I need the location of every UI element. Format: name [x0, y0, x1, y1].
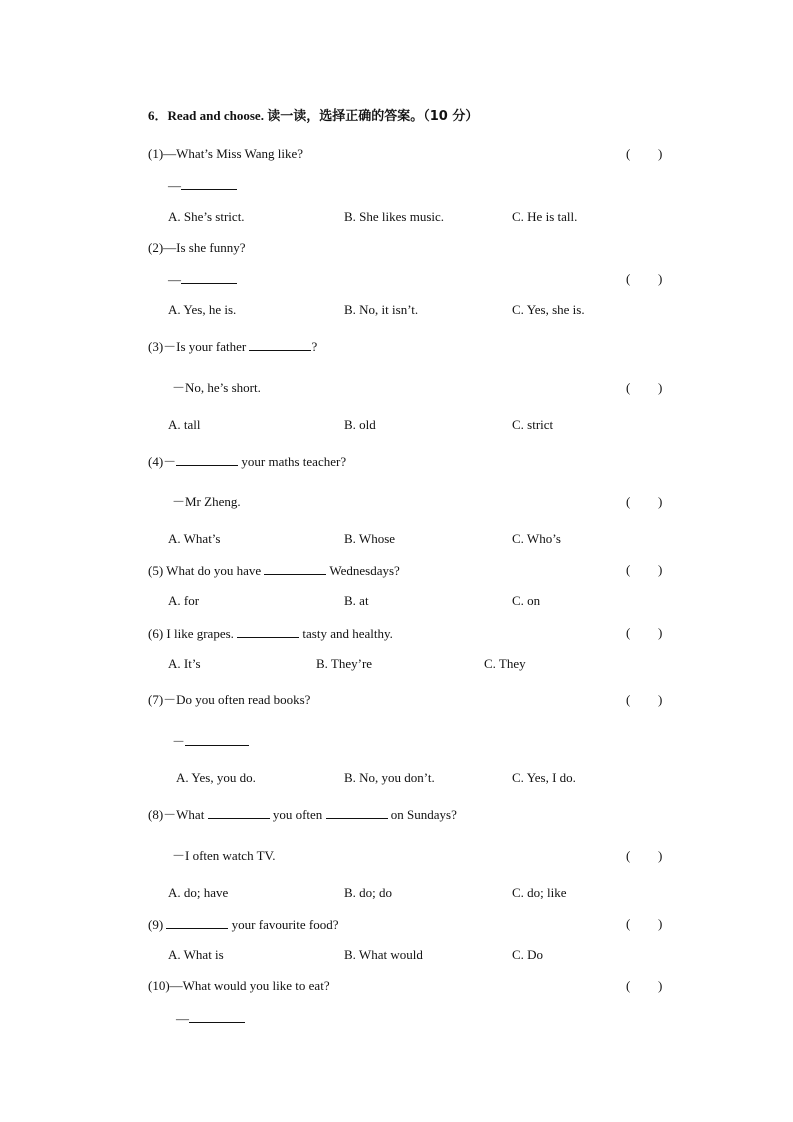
question-7-answer: －	[172, 733, 249, 750]
question-2-option-a: A. Yes, he is.	[168, 302, 237, 317]
question-4-answer-box[interactable]: ( )	[626, 494, 663, 509]
question-3-option-a: A. tall	[168, 417, 201, 432]
question-2-answer: —	[168, 271, 237, 288]
question-5-answer-box[interactable]: ( )	[626, 562, 663, 577]
question-4-option-b: B. Whose	[344, 531, 396, 546]
question-6-option-b: B. They’re	[316, 656, 373, 671]
question-8-option-b: B. do; do	[344, 885, 393, 900]
question-8-reply: －I often watch TV.	[172, 848, 276, 863]
question-5-stem: (5) What do you have Wednesdays?	[148, 563, 400, 578]
question-1-stem: (1)—What’s Miss Wang like?	[148, 146, 304, 161]
question-4-option-a: A. What’s	[168, 531, 221, 546]
question-5-option-c: C. on	[512, 593, 541, 608]
question-5-option-a: A. for	[168, 593, 200, 608]
question-9-option-c: C. Do	[512, 947, 544, 962]
question-10-answer: —	[176, 1010, 245, 1027]
question-7-option-a: A. Yes, you do.	[176, 770, 256, 785]
question-1-option-a: A. She’s strict.	[168, 209, 245, 224]
question-9-option-a: A. What is	[168, 947, 224, 962]
question-9-stem: (9) your favourite food?	[148, 917, 339, 932]
question-3-answer-box[interactable]: ( )	[626, 380, 663, 395]
question-3-option-b: B. old	[344, 417, 376, 432]
question-10-answer-box[interactable]: ( )	[626, 978, 663, 993]
question-4-option-c: C. Who’s	[512, 531, 561, 546]
section-title	[148, 108, 478, 125]
question-8-stem: (8)－What you often on Sundays?	[148, 807, 457, 822]
question-4-reply: －Mr Zheng.	[172, 494, 241, 509]
section-number: 6．	[148, 108, 168, 123]
question-2-answer-box[interactable]: ( )	[626, 271, 663, 286]
question-1-option-c: C. He is tall.	[512, 209, 578, 224]
question-3-option-c: C. strict	[512, 417, 554, 432]
question-1-answer: —	[168, 177, 237, 194]
question-7-answer-box[interactable]: ( )	[626, 692, 663, 707]
question-2-stem: (2)—Is she funny?	[148, 240, 246, 255]
question-8-option-a: A. do; have	[168, 885, 229, 900]
question-2-option-c: C. Yes, she is.	[512, 302, 585, 317]
question-2-option-b: B. No, it isn’t.	[344, 302, 419, 317]
answer-blank[interactable]	[181, 271, 237, 284]
question-6-option-c: C. They	[484, 656, 526, 671]
stem-blank[interactable]	[237, 625, 299, 638]
answer-blank[interactable]	[185, 733, 249, 746]
answer-blank[interactable]	[189, 1010, 245, 1023]
question-9-answer-box[interactable]: ( )	[626, 916, 663, 931]
answer-blank[interactable]	[181, 177, 237, 190]
stem-blank[interactable]	[166, 916, 228, 929]
question-8-option-c: C. do; like	[512, 885, 567, 900]
question-3-stem: (3)－Is your father ?	[148, 339, 318, 354]
section-score: （10 分）	[423, 109, 479, 124]
question-3-reply: －No, he’s short.	[172, 380, 261, 395]
section-title-cn: 读一读，选择正确的答案。	[267, 109, 424, 124]
question-1-answer-box[interactable]: ( )	[626, 146, 663, 161]
question-8-answer-box[interactable]: ( )	[626, 848, 663, 863]
stem-blank-2[interactable]	[326, 806, 388, 819]
stem-blank[interactable]	[264, 562, 326, 575]
question-9-option-b: B. What would	[344, 947, 423, 962]
question-7-option-c: C. Yes, I do.	[512, 770, 576, 785]
question-5-option-b: B. at	[344, 593, 369, 608]
question-10-stem: (10)—What would you like to eat?	[148, 978, 330, 993]
stem-blank-1[interactable]	[208, 806, 270, 819]
question-6-answer-box[interactable]: ( )	[626, 625, 663, 640]
question-7-option-b: B. No, you don’t.	[344, 770, 435, 785]
section-title-en: Read and choose.	[167, 108, 264, 123]
question-6-stem: (6) I like grapes. tasty and healthy.	[148, 626, 393, 641]
question-6-option-a: A. It’s	[168, 656, 201, 671]
question-4-stem: (4)－ your maths teacher?	[148, 454, 347, 469]
question-1-option-b: B. She likes music.	[344, 209, 445, 224]
stem-blank[interactable]	[249, 338, 311, 351]
question-7-stem: (7)－Do you often read books?	[148, 692, 311, 707]
stem-blank[interactable]	[176, 453, 238, 466]
